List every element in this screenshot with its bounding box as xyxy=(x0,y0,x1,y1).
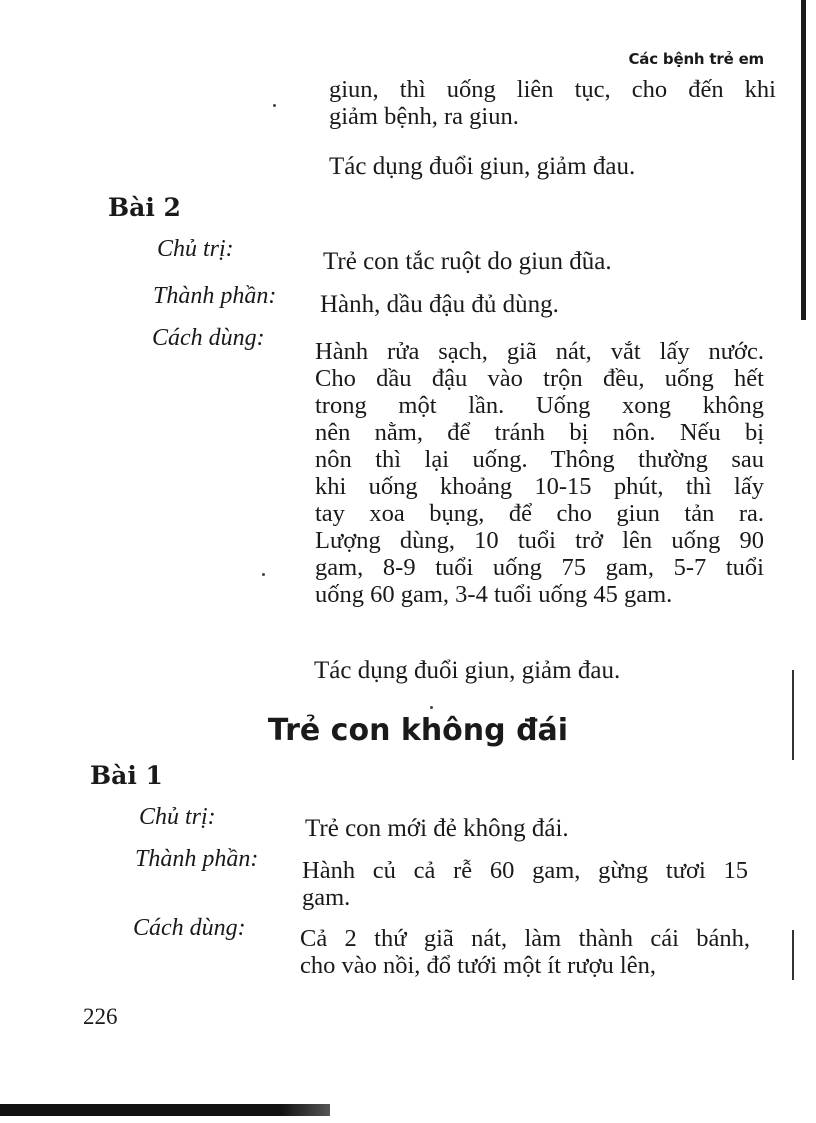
text-line: Cả 2 thứ giã nát, làm thành cái bánh, xyxy=(300,925,750,952)
bai2-chu-tri-text: Trẻ con tắc ruột do giun đũa. xyxy=(323,248,612,275)
page-edge-mark xyxy=(792,930,794,980)
text-line: Lượng dùng, 10 tuổi trở lên uống 90 xyxy=(315,527,764,554)
text-line: tay xoa bụng, để cho giun tản ra. xyxy=(315,500,764,527)
text-line: Cho dầu đậu vào trộn đều, uống hết xyxy=(315,365,764,392)
intro-effect: Tác dụng đuổi giun, giảm đau. xyxy=(329,153,636,180)
bai2-thanh-phan-text: Hành, dầu đậu đủ dùng. xyxy=(320,291,559,318)
bai1-thanh-phan-text xyxy=(302,857,748,911)
scan-edge-bar xyxy=(0,1104,330,1116)
text-line: gam. xyxy=(302,884,351,911)
scan-speck xyxy=(273,104,276,107)
text-line: giảm bệnh, ra giun. xyxy=(329,103,519,130)
bai1-heading: Bài 1 xyxy=(90,761,163,790)
bai1-chu-tri-label: Chủ trị: xyxy=(139,804,216,830)
bai2-heading: Bài 2 xyxy=(108,193,181,222)
bai1-cach-dung-text xyxy=(300,925,750,979)
bai2-cach-dung-text xyxy=(315,338,764,608)
text-line: trong một lần. Uống xong không xyxy=(315,392,764,419)
text-line: nên nằm, để tránh bị nôn. Nếu bị xyxy=(315,419,764,446)
text-line: uống 60 gam, 3-4 tuổi uống 45 gam. xyxy=(315,581,673,608)
text-line: gam, 8-9 tuổi uống 75 gam, 5-7 tuổi xyxy=(315,554,764,581)
text-line: khi uống khoảng 10-15 phút, thì lấy xyxy=(315,473,764,500)
scan-speck xyxy=(262,573,265,576)
text-line: Hành rửa sạch, giã nát, vắt lấy nước. xyxy=(315,338,764,365)
bai1-thanh-phan-label: Thành phần: xyxy=(135,846,259,872)
bai1-chu-tri-text: Trẻ con mới đẻ không đái. xyxy=(305,815,569,842)
bai1-cach-dung-label: Cách dùng: xyxy=(133,915,246,941)
bai2-effect: Tác dụng đuổi giun, giảm đau. xyxy=(314,657,621,684)
scan-speck xyxy=(430,706,433,709)
text-line: giun, thì uống liên tục, cho đến khi xyxy=(329,76,776,103)
bai2-thanh-phan-label: Thành phần: xyxy=(153,283,277,309)
intro-paragraph xyxy=(329,76,776,130)
text-line: nôn thì lại uống. Thông thường sau xyxy=(315,446,764,473)
page-edge-shadow xyxy=(801,0,806,320)
section-title: Trẻ con không đái xyxy=(267,713,569,748)
page-number: 226 xyxy=(83,1004,118,1029)
bai2-chu-tri-label: Chủ trị: xyxy=(157,236,234,262)
text-line: cho vào nồi, đổ tưới một ít rượu lên, xyxy=(300,952,656,979)
bai2-cach-dung-label: Cách dùng: xyxy=(152,325,265,351)
running-head: Các bệnh trẻ em xyxy=(628,50,764,68)
text-line: Hành củ cả rễ 60 gam, gừng tươi 15 xyxy=(302,857,748,884)
